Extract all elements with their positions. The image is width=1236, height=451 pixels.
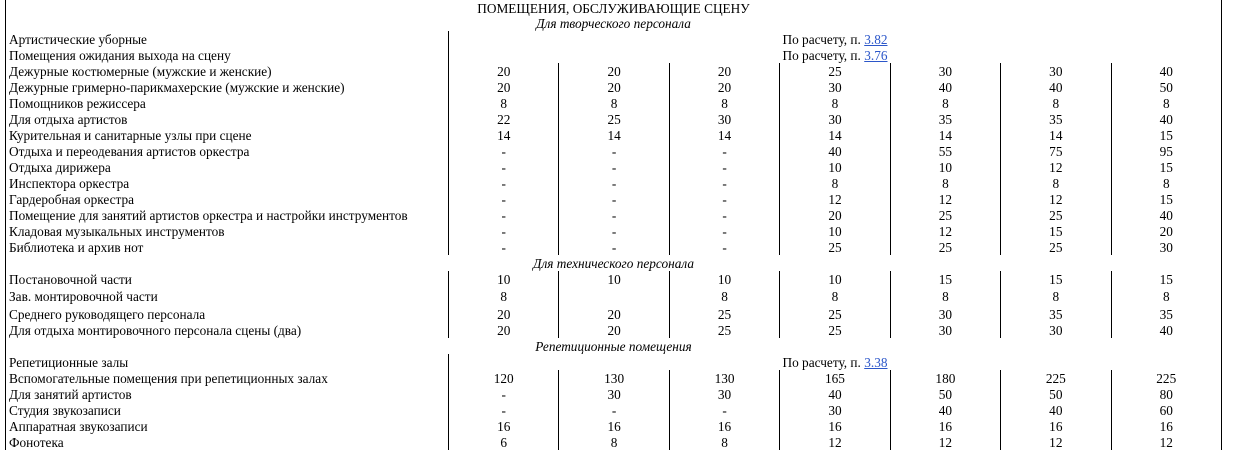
room-name-cell: Инспектора оркестра — [9, 175, 130, 191]
room-name-cell: Аппаратная звукозаписи — [9, 418, 148, 434]
value-cell: 14 — [449, 127, 559, 143]
room-name-cell: Репетиционные залы — [9, 354, 129, 370]
stage-service-rooms-table — [5, 0, 1222, 450]
room-name-cell: Библиотека и архив нот — [9, 239, 144, 255]
value-cell: 20 — [669, 63, 779, 79]
room-name-cell: Зав. монтировочной части — [9, 289, 158, 304]
value-cell: 30 — [669, 386, 779, 402]
room-name-cell: Гардеробная оркестра — [9, 191, 135, 207]
value-cell: 12 — [890, 223, 1000, 239]
value-cell: 8 — [1111, 175, 1221, 191]
table-row — [6, 79, 1222, 95]
room-name-cell: Для отдыха артистов — [9, 111, 128, 127]
value-cell: - — [559, 175, 669, 191]
value-cell: 35 — [1111, 306, 1221, 322]
value-cell: - — [449, 402, 559, 418]
value-cell: 30 — [890, 322, 1000, 338]
value-cell: 8 — [1001, 95, 1111, 111]
value-cell: 130 — [559, 370, 669, 386]
value-cell: 30 — [669, 111, 779, 127]
value-cell: 130 — [669, 370, 779, 386]
value-cell: 40 — [780, 386, 890, 402]
value-cell: - — [669, 143, 779, 159]
value-cell: 12 — [780, 191, 890, 207]
value-cell: - — [669, 207, 779, 223]
table-row — [6, 127, 1222, 143]
value-cell: - — [669, 159, 779, 175]
value-cell: 75 — [1001, 143, 1111, 159]
calc-note-cell — [449, 47, 1222, 63]
table-row — [6, 207, 1222, 223]
value-cell: 15 — [1111, 271, 1221, 287]
calc-text: По расчету, п. — [782, 354, 861, 370]
value-cell: 16 — [780, 418, 890, 434]
value-cell: 40 — [780, 143, 890, 159]
value-cell: - — [449, 175, 559, 191]
value-cell: 40 — [1111, 322, 1221, 338]
value-cell: 12 — [1111, 434, 1221, 450]
value-cell: 25 — [890, 207, 1000, 223]
room-name-cell: Артистические уборные — [9, 31, 147, 47]
table-row — [6, 143, 1222, 159]
value-cell: 20 — [449, 306, 559, 322]
table-row — [6, 175, 1222, 191]
value-cell: 165 — [780, 370, 890, 386]
value-cell: 15 — [1111, 159, 1221, 175]
value-cell: 12 — [780, 434, 890, 450]
value-cell: 10 — [890, 159, 1000, 175]
value-cell: - — [669, 239, 779, 255]
value-cell: 10 — [780, 271, 890, 287]
value-cell: 16 — [559, 418, 669, 434]
value-cell: 8 — [449, 95, 559, 111]
value-cell: - — [559, 402, 669, 418]
value-cell: 14 — [780, 127, 890, 143]
value-cell: 6 — [449, 434, 559, 450]
value-cell: 30 — [1001, 63, 1111, 79]
value-cell: 50 — [890, 386, 1000, 402]
section-heading-rehearsal: Репетиционные помещения — [535, 338, 692, 354]
value-cell: 30 — [780, 402, 890, 418]
value-cell: 25 — [890, 239, 1000, 255]
clause-link-3-82[interactable]: 3.82 — [864, 31, 888, 47]
value-cell: 55 — [890, 143, 1000, 159]
calc-row — [6, 31, 1222, 47]
value-cell: 12 — [890, 434, 1000, 450]
room-name-cell: Отдыха дирижера — [9, 159, 111, 175]
value-cell: - — [559, 207, 669, 223]
value-cell: 25 — [780, 63, 890, 79]
room-name-cell: Фонотека — [9, 434, 64, 450]
value-cell: - — [559, 223, 669, 239]
value-cell: - — [559, 143, 669, 159]
value-cell: 25 — [780, 322, 890, 338]
value-cell: 15 — [1001, 223, 1111, 239]
value-cell: 35 — [1001, 111, 1111, 127]
value-cell: 20 — [559, 79, 669, 95]
room-name-cell: Студия звукозаписи — [9, 402, 121, 418]
value-cell: 8 — [1111, 95, 1221, 111]
section-heading-technical: Для технического персонала — [532, 255, 694, 271]
value-cell: 10 — [780, 159, 890, 175]
table-row — [6, 95, 1222, 111]
value-cell: 25 — [1001, 239, 1111, 255]
value-cell: - — [449, 191, 559, 207]
room-name-cell: Кладовая музыкальных инструментов — [9, 223, 225, 239]
section-row-technical — [6, 255, 1222, 271]
value-cell: - — [669, 402, 779, 418]
title-row — [6, 0, 1222, 16]
value-cell: 40 — [1001, 402, 1111, 418]
value-cell-empty — [559, 287, 669, 306]
value-cell: 20 — [559, 306, 669, 322]
value-cell: 8 — [1111, 287, 1221, 306]
value-cell: 8 — [669, 434, 779, 450]
value-cell: 225 — [1111, 370, 1221, 386]
value-cell: 8 — [780, 175, 890, 191]
section-row-creative — [6, 16, 1222, 31]
table-row — [6, 223, 1222, 239]
room-name-cell: Помещение для занятий артистов оркестра и настройки инструментов — [9, 207, 408, 223]
value-cell: 8 — [669, 287, 779, 306]
value-cell: 16 — [890, 418, 1000, 434]
value-cell: 40 — [1111, 111, 1221, 127]
value-cell: 25 — [669, 322, 779, 338]
table-row — [6, 402, 1222, 418]
value-cell: 15 — [890, 271, 1000, 287]
value-cell: 30 — [780, 79, 890, 95]
value-cell: 8 — [559, 95, 669, 111]
value-cell: 14 — [890, 127, 1000, 143]
value-cell: 40 — [890, 402, 1000, 418]
value-cell: - — [669, 191, 779, 207]
table-title: ПОМЕЩЕНИЯ, ОБСЛУЖИВАЮЩИЕ СЦЕНУ — [477, 0, 750, 16]
value-cell: 35 — [890, 111, 1000, 127]
value-cell: 40 — [890, 79, 1000, 95]
value-cell: 30 — [559, 386, 669, 402]
value-cell: 180 — [890, 370, 1000, 386]
room-name-cell: Отдыха и переодевания артистов оркестра — [9, 143, 250, 159]
value-cell: - — [449, 223, 559, 239]
value-cell: 25 — [1001, 207, 1111, 223]
value-cell: 20 — [449, 322, 559, 338]
value-cell: 8 — [449, 287, 559, 306]
table-row — [6, 271, 1222, 287]
room-name-cell: Помощников режиссера — [9, 95, 146, 111]
value-cell: 15 — [1001, 271, 1111, 287]
value-cell: 8 — [1001, 287, 1111, 306]
room-name-cell: Курительная и санитарные узлы при сцене — [9, 127, 252, 143]
value-cell: - — [449, 159, 559, 175]
table-row — [6, 370, 1222, 386]
value-cell: 8 — [1001, 175, 1111, 191]
table-row — [6, 306, 1222, 322]
value-cell: 80 — [1111, 386, 1221, 402]
value-cell: 225 — [1001, 370, 1111, 386]
value-cell: 40 — [1111, 63, 1221, 79]
table-row — [6, 111, 1222, 127]
value-cell: 25 — [559, 111, 669, 127]
value-cell: 20 — [449, 63, 559, 79]
value-cell: 30 — [890, 63, 1000, 79]
value-cell: 14 — [559, 127, 669, 143]
clause-link-3-38[interactable]: 3.38 — [864, 354, 888, 370]
value-cell: - — [559, 239, 669, 255]
table-row — [6, 159, 1222, 175]
section-row-rehearsal — [6, 338, 1222, 354]
table-row — [6, 322, 1222, 338]
calc-row — [6, 354, 1222, 370]
value-cell: 25 — [780, 306, 890, 322]
value-cell: 30 — [780, 111, 890, 127]
table-row — [6, 63, 1222, 79]
value-cell: 50 — [1111, 79, 1221, 95]
value-cell: 30 — [1001, 322, 1111, 338]
room-name-cell: Дежурные гримерно-парикмахерские (мужские и женские) — [9, 79, 345, 95]
value-cell: 8 — [890, 287, 1000, 306]
calc-text: По расчету, п. — [782, 47, 861, 63]
room-name-cell: Для отдыха монтировочного персонала сцены (два) — [9, 322, 302, 338]
value-cell: 60 — [1111, 402, 1221, 418]
value-cell: 10 — [669, 271, 779, 287]
value-cell: 8 — [669, 95, 779, 111]
value-cell: 15 — [1111, 191, 1221, 207]
value-cell: 16 — [1001, 418, 1111, 434]
room-name-cell: Среднего руководящего персонала — [9, 306, 206, 322]
value-cell: 16 — [669, 418, 779, 434]
value-cell: - — [559, 191, 669, 207]
value-cell: 25 — [669, 306, 779, 322]
value-cell: 10 — [449, 271, 559, 287]
value-cell: 14 — [669, 127, 779, 143]
section-heading-creative: Для творческого персонала — [536, 16, 691, 31]
calc-note-cell — [449, 31, 1222, 47]
value-cell: 14 — [1001, 127, 1111, 143]
value-cell: 20 — [669, 79, 779, 95]
room-name-cell: Постановочной части — [9, 271, 132, 287]
value-cell: - — [669, 223, 779, 239]
calc-note-cell — [449, 354, 1222, 370]
table-row — [6, 239, 1222, 255]
room-name-cell: Дежурные костюмерные (мужские и женские) — [9, 63, 272, 79]
value-cell: 12 — [1001, 159, 1111, 175]
table-row — [6, 287, 1222, 306]
value-cell: 22 — [449, 111, 559, 127]
value-cell: - — [449, 207, 559, 223]
value-cell: 8 — [890, 175, 1000, 191]
value-cell: 8 — [559, 434, 669, 450]
value-cell: - — [669, 175, 779, 191]
value-cell: - — [449, 143, 559, 159]
room-name-cell: Вспомогательные помещения при репетиционных залах — [9, 370, 328, 386]
value-cell: 50 — [1001, 386, 1111, 402]
table-row — [6, 434, 1222, 450]
value-cell: 30 — [1111, 239, 1221, 255]
value-cell: - — [449, 239, 559, 255]
value-cell: 10 — [780, 223, 890, 239]
value-cell: 15 — [1111, 127, 1221, 143]
table-row — [6, 386, 1222, 402]
value-cell: 20 — [449, 79, 559, 95]
value-cell: 40 — [1111, 207, 1221, 223]
value-cell: 8 — [780, 287, 890, 306]
value-cell: 35 — [1001, 306, 1111, 322]
value-cell: 20 — [1111, 223, 1221, 239]
room-name-cell: Для занятий артистов — [9, 386, 132, 402]
table-row — [6, 191, 1222, 207]
value-cell: 12 — [1001, 191, 1111, 207]
value-cell: 40 — [1001, 79, 1111, 95]
table-row — [6, 418, 1222, 434]
value-cell: 8 — [890, 95, 1000, 111]
calc-row — [6, 47, 1222, 63]
value-cell: - — [449, 386, 559, 402]
value-cell: - — [559, 159, 669, 175]
calc-text: По расчету, п. — [782, 31, 861, 47]
value-cell: 12 — [890, 191, 1000, 207]
value-cell: 120 — [449, 370, 559, 386]
value-cell: 16 — [1111, 418, 1221, 434]
value-cell: 20 — [559, 63, 669, 79]
value-cell: 16 — [449, 418, 559, 434]
value-cell: 20 — [780, 207, 890, 223]
value-cell: 8 — [780, 95, 890, 111]
value-cell: 20 — [559, 322, 669, 338]
value-cell: 10 — [559, 271, 669, 287]
clause-link-3-76[interactable]: 3.76 — [864, 47, 888, 63]
value-cell: 12 — [1001, 434, 1111, 450]
value-cell: 95 — [1111, 143, 1221, 159]
room-name-cell: Помещения ожидания выхода на сцену — [9, 47, 231, 63]
value-cell: 25 — [780, 239, 890, 255]
value-cell: 30 — [890, 306, 1000, 322]
